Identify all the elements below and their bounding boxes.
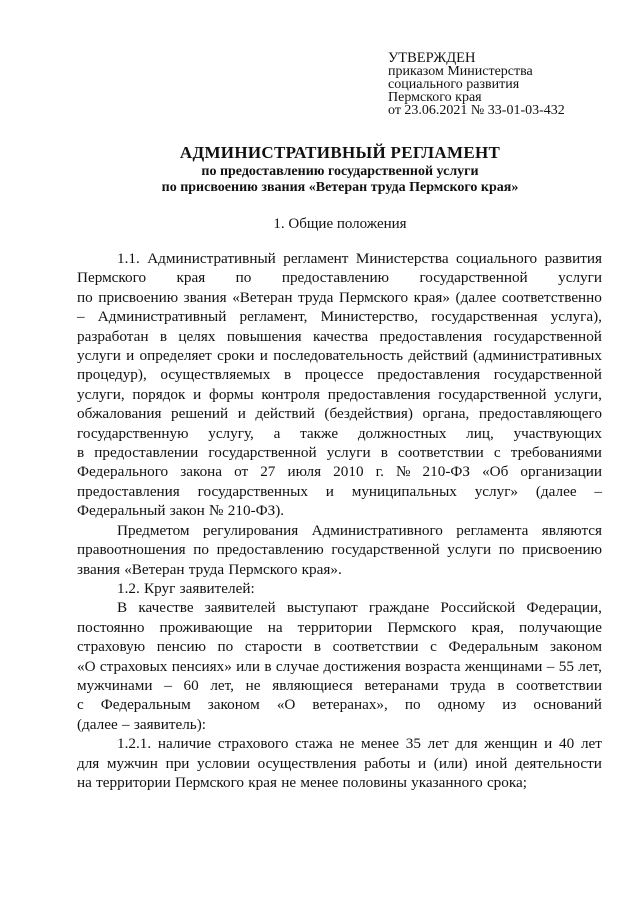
text-line: предоставления государственных и муниципальных услуг» (далее – [77,482,602,500]
approval-line: Пермского края [388,90,482,105]
text-line: услуги и определяет сроки и последовательность действий (административных [77,347,602,365]
paragraph-p3 [77,579,602,598]
approval-title: УТВЕРЖДЕН [388,50,476,66]
text-line: страховую пенсию по старости в соответствии с Федеральным законом [77,638,602,656]
text-line: обжалования решений и действий (бездействия) органа, предоставляющего [77,405,602,423]
document-subtitle: по предоставлению государственной услуги [201,164,479,179]
paragraph-p1 [77,249,602,521]
text-line: 1.2.1. наличие страхового стажа не менее 35 лет для женщин и 40 лет [117,735,602,753]
document-header [60,142,620,196]
text-line: В качестве заявителей выступают граждане Российской Федерации, [117,599,602,617]
document-subtitle: по присвоению звания «Ветеран труда Пермского края» [161,180,519,195]
text-line: на территории Пермского края не менее половины указанного срока; [77,773,527,791]
approval-stamp [388,52,628,117]
approval-date-number: от 23.06.2021 № 33-01-03-432 [388,103,565,118]
text-line: «О страховых пенсиях» или в случае достижения возраста женщинами – 55 лет, [77,657,602,675]
paragraph-p4 [77,598,602,734]
text-line: процедур), осуществляемых в процессе предоставления государственной [77,366,602,384]
paragraph-p5 [77,734,602,792]
text-line: государственную услугу, а также должностных лиц, участвующих [77,424,602,442]
text-line: по присвоению звания «Ветеран труда Пермского края» (далее соответственно [77,288,602,306]
text-line: (далее – заявитель): [77,715,207,733]
text-line: Федерального закона от 27 июля 2010 г. № 210-ФЗ «Об организации [77,463,602,481]
text-line: – Административный регламент, Министерство, государственная услуга), [77,308,602,326]
text-line: мужчинами – 60 лет, не являющиеся ветеранами труда в соответствии [77,676,602,694]
approval-line: приказом Министерства [388,64,533,79]
text-line: разработан в целях повышения качества предоставления государственной [77,327,602,345]
text-line: Предметом регулирования Административного регламента являются [117,521,602,539]
text-line: Федеральный закон № 210-ФЗ). [77,502,285,520]
text-line: правоотношения по предоставлению государственной услуги по присвоению [77,541,602,559]
approval-line: социального развития [388,77,520,92]
text-line: услуги, порядок и формы контроля предоставления государственной услуги, [77,385,602,403]
text-line: для мужчин при условии осуществления работы и (или) иной деятельности [77,754,602,772]
text-line: постоянно проживающие на территории Пермского края, получающие [77,618,602,636]
paragraph-p2 [77,521,602,579]
document-title: АДМИНИСТРАТИВНЫЙ РЕГЛАМЕНТ [179,143,501,162]
text-line: Пермского края по предоставлению государственной услуги [77,269,602,287]
text-line: 1.2. Круг заявителей: [117,579,255,597]
document-body [77,249,602,792]
text-line: с Федеральным законом «О ветеранах», по одному из оснований [77,696,602,714]
text-line: 1.1. Административный регламент Министерства социального развития [117,250,602,267]
section-title: 1. Общие положения [273,216,407,232]
text-line: звания «Ветеран труда Пермского края». [77,560,342,578]
text-line: в предоставлении государственной услуги в соответствии с требованиями [77,444,602,462]
